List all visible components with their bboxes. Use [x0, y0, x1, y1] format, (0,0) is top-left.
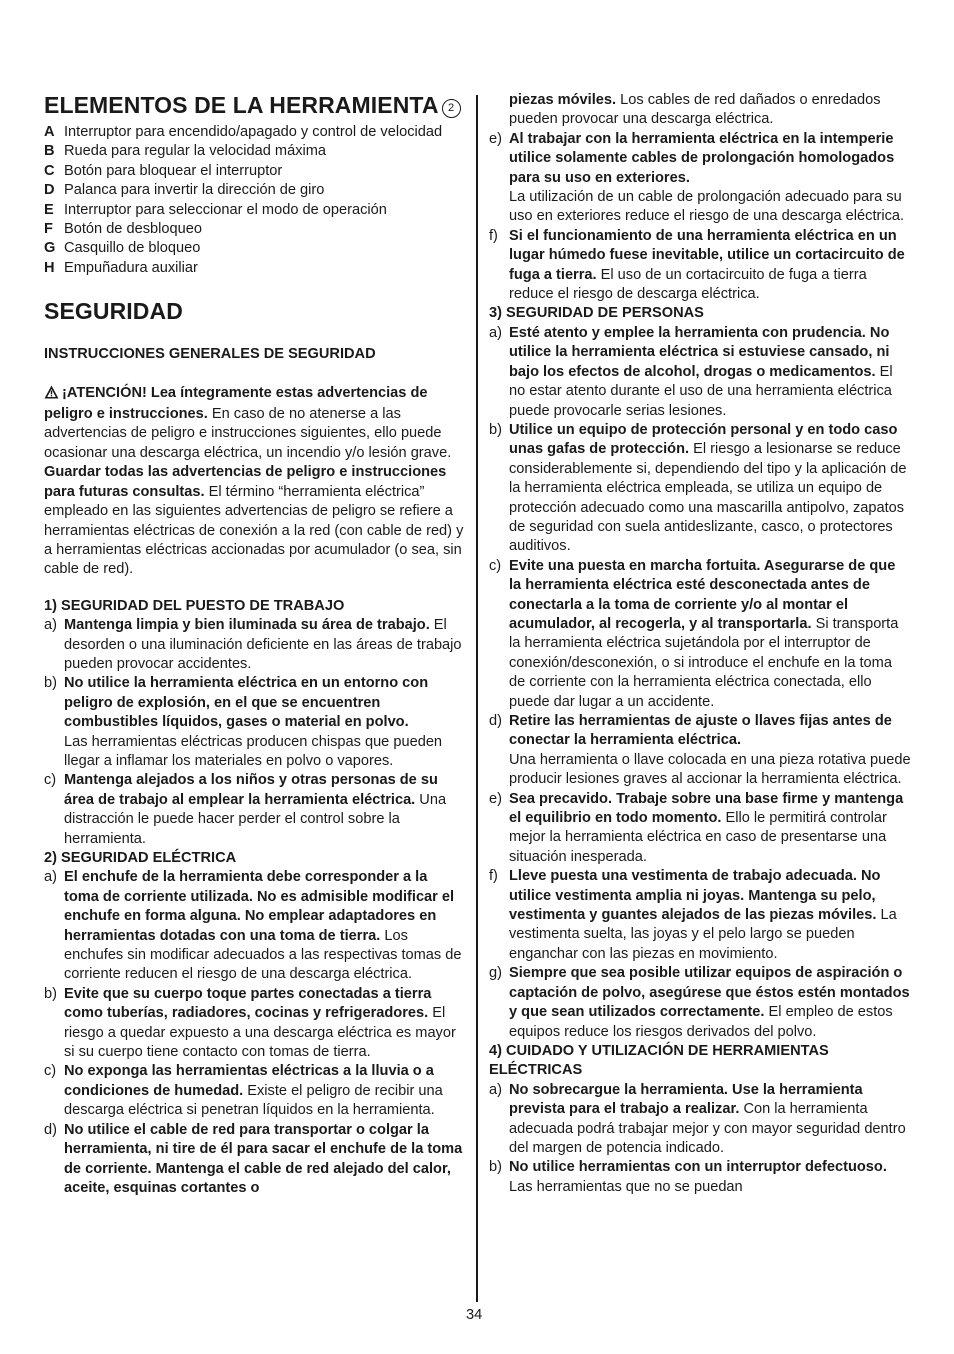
item-letter: d) [44, 1121, 57, 1138]
list-item [489, 867, 911, 964]
item-bold-text: El enchufe de la herramienta debe corresponder a la toma de corriente utilizada. No es admisible modificar el enchufe en forma alguna. No emplear adaptadores en herramientas dotadas con una toma de tierra. [64, 869, 455, 944]
item-text [509, 964, 911, 1042]
item-text [509, 421, 911, 557]
list-item [489, 557, 911, 712]
list-item [489, 712, 911, 790]
item-text [509, 712, 911, 790]
item-bold-text: Evite que su cuerpo toque partes conectadas a tierra como tuberías, radiadores, cocinas y refrigeradores. [64, 985, 432, 1022]
list-item [489, 964, 911, 1042]
item-plain-text: Existe el peligro de recibir una descarga eléctrica si penetran líquidos en la herramienta. [64, 1082, 443, 1119]
legend-item [44, 259, 466, 278]
item-plain-text: Las herramientas eléctricas producen chispas que pueden llegar a inflamar los materiales en polvo o vapores. [64, 733, 443, 769]
item-plain-text: La utilización de un cable de prolongación adecuado para su uso en exteriores reduce el riesgo de una descarga eléctrica. [509, 189, 905, 225]
legend-key: B [44, 143, 55, 160]
item-bold-text: Si el funcionamiento de una herramienta eléctrica en un lugar húmedo fuese inevitable, utilice un cortacircuito de fuga a tierra. [509, 227, 905, 283]
item-plain-text: El riesgo a lesionarse se reduce considerablemente si, dependiendo del tipo y la aplicación de la herramienta eléctrica empleada, se utiliza un equipo de protección adecuado como una mascarilla antipolvo, zapatos de seguridad con suela antideslizante, casco, o protectores auditivos. [509, 441, 907, 555]
item-text [64, 1062, 466, 1120]
list-item [44, 771, 466, 849]
item-text [509, 1081, 911, 1159]
legend-text: Interruptor para seleccionar el modo de operación [64, 201, 387, 218]
item-letter: b) [44, 985, 57, 1002]
legend-key: F [44, 221, 53, 238]
legend-text: Interruptor para encendido/apagado y control de velocidad [64, 124, 443, 140]
item-plain-text: Una herramienta o llave colocada en una pieza rotativa puede producir lesiones graves al accionar la herramienta eléctrica. [509, 751, 911, 788]
safety-heading: SEGURIDAD [44, 298, 183, 325]
item-plain-text: Los cables de red dañados o enredados pueden provocar una descarga eléctrica. [509, 92, 881, 128]
item-plain-text: El no estar atento durante el uso de una herramienta eléctrica puede provocarle serias lesiones. [509, 363, 893, 419]
legend-text: Casquillo de bloqueo [64, 240, 201, 257]
section-electrical-continued [489, 91, 911, 304]
list-item [44, 868, 466, 984]
list-item-continued [489, 91, 911, 130]
item-text [64, 616, 466, 674]
list-item [44, 1121, 466, 1199]
legend-text: Rueda para regular la velocidad máxima [64, 143, 327, 160]
item-bold-text: piezas móviles. [509, 92, 617, 108]
item-letter: c) [44, 1063, 57, 1080]
legend-text: Botón para bloquear el interruptor [64, 162, 283, 179]
item-text [64, 868, 466, 984]
item-bold-text: No sobrecargue la herramienta. Use la herramienta prevista para el trabajo a realizar. [509, 1081, 863, 1118]
right-column [489, 91, 911, 1197]
item-bold-text: Al trabajar con la herramienta eléctrica en la intemperie utilice solamente cables de prolongación homologados para su uso en exteriores. [509, 130, 895, 186]
list-item [489, 1158, 911, 1197]
item-letter: a) [489, 324, 502, 341]
item-plain-text: Los enchufes sin modificar adecuados a las respectivas tomas de corriente reducen el riesgo de una descarga eléctrica. [64, 927, 462, 983]
item-text [64, 771, 466, 849]
item-bold-text: Evite una puesta en marcha fortuita. Asegurarse de que la herramienta eléctrica esté desconectada antes de conectarla a la toma de corriente y/o al montar el acumulador, al recogerla, y al transportarla. [509, 557, 896, 632]
list-item [489, 1081, 911, 1159]
warning-triangle-icon [44, 385, 59, 405]
legend-item [44, 142, 466, 161]
item-letter: d) [489, 713, 502, 729]
figure-ref-badge: 2 [442, 99, 461, 118]
list-item [489, 324, 911, 421]
list-item [44, 616, 466, 674]
list-item [489, 790, 911, 868]
item-text [509, 91, 911, 130]
legend-item [44, 239, 466, 258]
item-plain-text: Con la herramienta adecuada podrá trabajar mejor y con mayor seguridad dentro del margen de potencia indicado. [509, 1101, 906, 1156]
item-letter: b) [489, 1159, 502, 1176]
list-item [44, 985, 466, 1063]
item-text [509, 324, 911, 421]
item-text [509, 790, 911, 868]
section-work-area [44, 597, 466, 849]
item-letter: e) [489, 790, 502, 807]
item-text [64, 985, 466, 1063]
item-letter: c) [489, 557, 502, 574]
legend-text: Palanca para invertir la dirección de giro [64, 182, 325, 199]
legend-text: Empuñadura auxiliar [64, 259, 198, 276]
section-heading: 1) SEGURIDAD DEL PUESTO DE TRABAJO [44, 597, 345, 614]
section-heading: 4) CUIDADO Y UTILIZACIÓN DE HERRAMIENTAS ELÉCTRICAS [489, 1042, 829, 1079]
item-letter: f) [489, 227, 498, 244]
item-letter: b) [44, 675, 57, 692]
item-letter: b) [489, 421, 502, 438]
item-letter: f) [489, 868, 498, 885]
item-plain-text: Las herramientas que no se puedan [509, 1178, 743, 1195]
legend-item [44, 123, 466, 142]
item-letter: g) [489, 965, 502, 982]
item-bold-text: No exponga las herramientas eléctricas a la lluvia o a condiciones de humedad. [64, 1063, 434, 1099]
legend-item [44, 162, 466, 181]
item-bold-text: Siempre que sea posible utilizar equipos de aspiración o captación de polvo, asegúrese que éstos estén montados y que sean utilizados correctamente. [509, 965, 910, 1021]
item-plain-text: Ello le permitirá controlar mejor la herramienta eléctrica en caso de presentarse una situación inesperada. [509, 810, 887, 865]
item-letter: a) [44, 869, 57, 886]
item-plain-text: El empleo de estos equipos reduce los riesgos derivados del polvo. [509, 1004, 893, 1040]
item-text [509, 557, 911, 712]
legend-key: E [44, 201, 54, 218]
page-number: 34 [466, 1307, 483, 1323]
item-bold-text: No utilice la herramienta eléctrica en un entorno con peligro de explosión, en el que se encuentren combustibles líquidos, gases o material en polvo. [64, 675, 429, 731]
item-letter: a) [44, 617, 57, 634]
legend-key: G [44, 240, 56, 257]
item-text [64, 1121, 466, 1199]
item-text [509, 1158, 911, 1197]
section-heading: 2) SEGURIDAD ELÉCTRICA [44, 850, 237, 866]
item-text [509, 867, 911, 964]
item-plain-text: El uso de un cortacircuito de fuga a tierra reduce el riesgo de descarga eléctrica. [509, 266, 867, 303]
elements-heading: ELEMENTOS DE LA HERRAMIENTA 2 [44, 91, 466, 120]
list-item [44, 1062, 466, 1120]
left-column [44, 91, 466, 1198]
item-plain-text: El riesgo a quedar expuesto a una descarga eléctrica es mayor si su cuerpo tiene contacto con tomas de tierra. [64, 1005, 456, 1061]
item-letter: a) [489, 1081, 502, 1098]
item-text [64, 674, 466, 771]
legend-text: Botón de desbloqueo [64, 221, 202, 238]
item-bold-text: Utilice un equipo de protección personal y en todo caso unas gafas de protección. [509, 421, 898, 458]
legend-key: H [44, 259, 55, 276]
list-item [489, 227, 911, 305]
item-bold-text: Mantenga alejados a los niños y otras personas de su área de trabajo al emplear la herramienta eléctrica. [64, 772, 438, 808]
item-bold-text: Sea precavido. Trabaje sobre una base firme y mantenga el equilibrio en todo momento. [509, 790, 904, 827]
column-divider [476, 95, 478, 1302]
legend-key: D [44, 182, 55, 199]
item-bold-text: No utilice el cable de red para transportar o colgar la herramienta, ni tire de él para sacar el enchufe de la toma de corriente. Mantenga el cable de red alejado del calor, aceite, esquinas cortantes o [64, 1121, 463, 1196]
section-electrical [44, 849, 466, 1198]
section-tool-care [489, 1042, 911, 1197]
item-plain-text: El desorden o una iluminación deficiente en las áreas de trabajo pueden provocar accidentes. [64, 617, 462, 672]
general-instructions-heading: INSTRUCCIONES GENERALES DE SEGURIDAD [44, 346, 376, 363]
section-heading: 3) SEGURIDAD DE PERSONAS [489, 305, 704, 322]
item-plain-text: Si transporta la herramienta eléctrica sujetándola por el interruptor de conexión/desconexión, o si introduce el enchufe en la toma de corriente con la herramienta eléctrica conectada, ello puede dar lugar a un accidente. [509, 615, 899, 710]
item-letter: e) [489, 130, 502, 147]
item-bold-text: Lleve puesta una vestimenta de trabajo adecuada. No utilice vestimenta amplia ni joyas. Mantenga su pelo, vestimenta y guantes alejados de las piezas móviles. [509, 868, 881, 924]
item-bold-text: Esté atento y emplee la herramienta con prudencia. No utilice la herramienta eléctrica si estuviese cansado, ni bajo los efectos de alcohol, drogas o medicamentos. [509, 324, 890, 380]
legend-key: C [44, 162, 55, 179]
item-bold-text: No utilice herramientas con un interruptor defectuoso. [509, 1159, 887, 1176]
item-plain-text: Una distracción le puede hacer perder el control sobre la herramienta. [64, 791, 447, 847]
legend-item [44, 181, 466, 200]
item-text [509, 227, 911, 305]
section-personal [489, 304, 911, 1041]
elements-legend [44, 123, 466, 278]
item-letter: c) [44, 772, 57, 789]
legend-item [44, 201, 466, 220]
list-item [489, 421, 911, 557]
legend-item [44, 220, 466, 239]
legend-key: A [44, 124, 55, 140]
list-item [489, 130, 911, 227]
warning-paragraph: ¡ATENCIÓN! Lea íntegramente estas advertencias de peligro e instrucciones. En caso de no atenerse a las advertencias de peligro e instrucciones siguientes, ello puede ocasionar una descarga eléctrica, un incendio y/o lesión grave. Guardar todas las advertencias de peligro e instrucciones para futuras consultas. El término “herramienta eléctrica” empleado en las siguientes advertencias de peligro se refiere a herramientas eléctricas de conexión a la red (con cable de red) y a herramientas eléctricas accionadas por acumulador (o sea, sin cable de red). [44, 384, 464, 578]
list-item [44, 674, 466, 771]
item-text [509, 130, 911, 227]
item-bold-text: Retire las herramientas de ajuste o llaves fijas antes de conectar la herramienta eléctrica. [509, 713, 892, 749]
item-bold-text: Mantenga limpia y bien iluminada su área de trabajo. [64, 617, 430, 634]
item-plain-text: La vestimenta suelta, las joyas y el pelo largo se pueden enganchar con las piezas en movimiento. [509, 907, 897, 962]
